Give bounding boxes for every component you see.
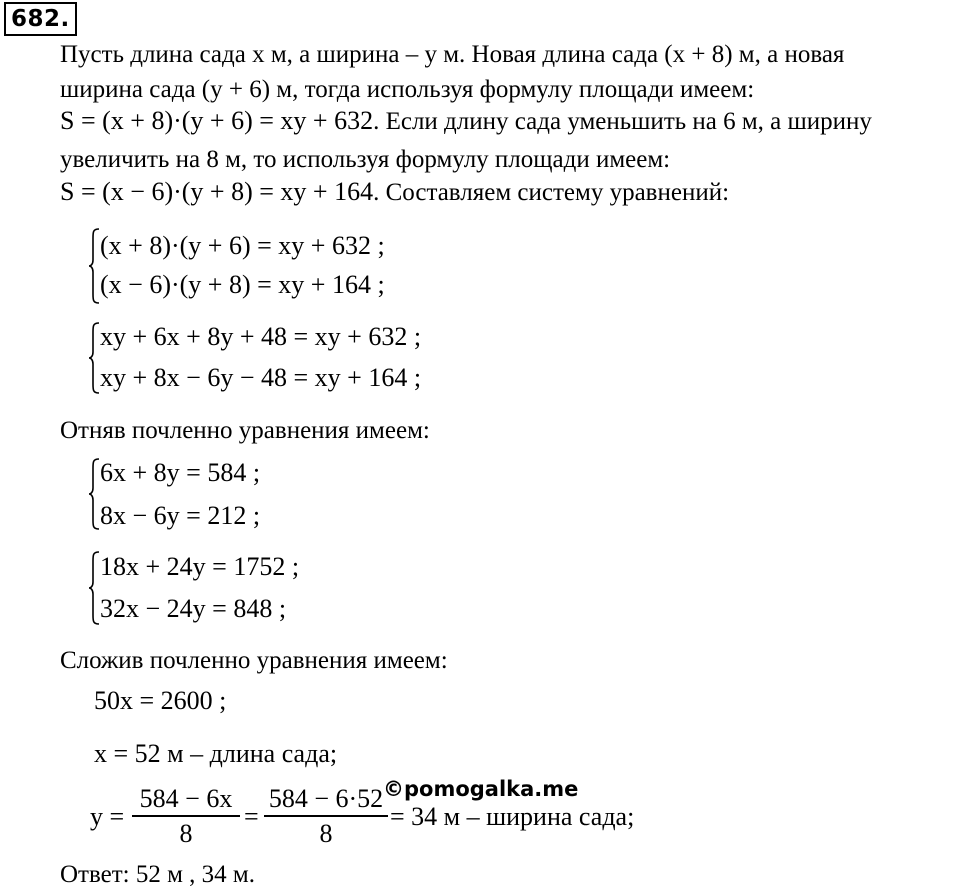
area-equation-1 — [60, 106, 872, 137]
system-3-eq-1: 6x + 8y = 584 ; — [100, 458, 261, 487]
y-lhs: y = — [90, 802, 125, 831]
area-equation-2 — [60, 177, 729, 208]
system-1-eq-1: (x + 8)·(y + 6) = xy + 632 ; — [100, 231, 385, 260]
fraction-1-denominator: 8 — [179, 819, 193, 848]
fraction-1-bar — [132, 815, 240, 817]
problem-number-box: 682. — [4, 2, 77, 36]
system-1-eq-2: (x − 6)·(y + 8) = xy + 164 ; — [100, 270, 385, 299]
text-line-1: Пусть длина сада x м, а ширина – y м. Новая длина сада (x + 8) м, а новая — [60, 41, 845, 68]
fraction-1 — [132, 785, 240, 848]
text-line-3-tail: . Если длину сада уменьшить на 6 м, а ширину — [373, 108, 872, 135]
system-4-eq-2: 32x − 24y = 848 ; — [100, 594, 287, 623]
watermark: ©pomogalka.me — [383, 777, 579, 801]
equation-x: x = 52 м – длина сада; — [94, 739, 338, 768]
system-2-eq-1: xy + 6x + 8y + 48 = xy + 632 ; — [100, 322, 422, 351]
fraction-2 — [264, 785, 388, 848]
area-formula-2: S = (x − 6)·(y + 8) = xy + 164 — [60, 177, 374, 206]
text-line-5-tail: . Составляем систему уравнений: — [373, 179, 730, 206]
equation-50x: 50x = 2600 ; — [94, 686, 227, 715]
system-brace-1 — [88, 228, 98, 304]
system-2-eq-2: xy + 8x − 6y − 48 = xy + 164 ; — [100, 363, 422, 392]
y-result: = 34 м – ширина сада; — [390, 802, 635, 831]
equals-sign: = — [244, 802, 259, 831]
system-brace-2 — [88, 322, 98, 394]
system-3-eq-2: 8x − 6y = 212 ; — [100, 501, 261, 530]
system-brace-3 — [88, 458, 98, 530]
add-text: Сложив почленно уравнения имеем: — [60, 647, 448, 674]
subtract-text: Отняв почленно уравнения имеем: — [60, 417, 430, 444]
system-brace-4 — [88, 551, 98, 625]
area-formula-1: S = (x + 8)·(y + 6) = xy + 632 — [60, 106, 374, 135]
fraction-2-bar — [264, 815, 388, 817]
system-4-eq-1: 18x + 24y = 1752 ; — [100, 552, 300, 581]
answer-line: Ответ: 52 м , 34 м. — [60, 861, 255, 888]
fraction-2-numerator: 584 − 6·52 — [268, 784, 384, 813]
text-line-2: ширина сада (y + 6) м, тогда используя формулу площади имеем: — [60, 76, 755, 103]
text-line-4: увеличить на 8 м, то используя формулу площади имеем: — [60, 146, 671, 173]
fraction-1-numerator: 584 − 6x — [139, 784, 233, 813]
fraction-2-denominator: 8 — [319, 819, 333, 848]
